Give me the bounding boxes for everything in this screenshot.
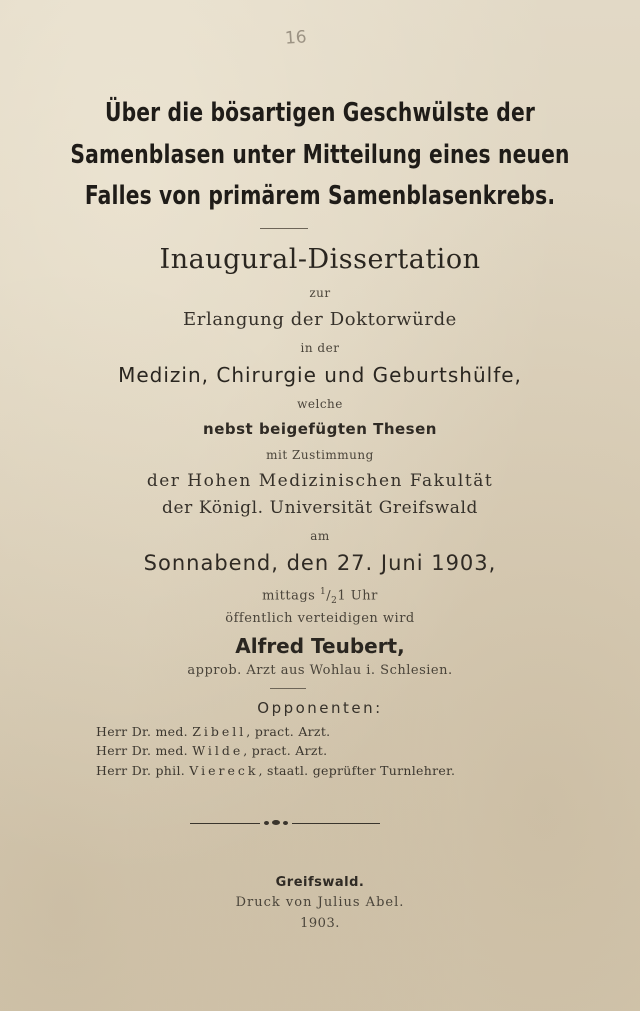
time-slash: / — [326, 588, 332, 604]
opponent-suffix: , pract. Arzt. — [243, 743, 328, 758]
time-numerator: 1 — [320, 587, 327, 597]
divider-line-left — [190, 823, 260, 824]
imprint-year: 1903. — [300, 916, 340, 931]
dissertation-heading: Inaugural-Dissertation — [159, 244, 481, 275]
title-line-1: Über die bösartigen Geschwülste der — [104, 98, 536, 128]
defense-time — [0, 587, 640, 606]
divider-dot — [283, 821, 288, 825]
text-welche: welche — [297, 397, 343, 411]
opponent-name: Viereck — [189, 763, 259, 778]
imprint-place: Greifswald. — [275, 875, 365, 890]
opponent-name: Zibell — [192, 724, 247, 739]
faculties-line: Medizin, Chirurgie und Geburtshülfe, — [118, 363, 522, 387]
opponent-prefix: Herr Dr. phil. — [96, 763, 186, 778]
time-prefix: mittags — [262, 588, 316, 604]
time-denominator: 2 — [331, 595, 338, 606]
text-fakultaet: der Hohen Medizinischen Fakultät — [146, 471, 494, 491]
divider-dot — [264, 821, 269, 825]
title-line-3: Falles von primärem Samenblasenkrebs. — [84, 181, 556, 211]
opponent-row — [96, 743, 327, 758]
opponent-suffix: , staatl. geprüfter Turnlehrer. — [258, 763, 456, 778]
opponent-row — [96, 724, 330, 739]
defense-date: Sonnabend, den 27. Juni 1903, — [143, 551, 497, 575]
text-erlangung: Erlangung der Doktorwürde — [183, 309, 457, 330]
divider-diamond — [272, 820, 280, 825]
opponent-name: Wilde — [192, 743, 244, 758]
time-suffix: 1 Uhr — [337, 588, 378, 604]
text-nebst-thesen: nebst beigefügten Thesen — [203, 420, 437, 438]
opponent-prefix: Herr Dr. med. — [96, 724, 188, 739]
author-note: approb. Arzt aus Wohlau i. Schlesien. — [187, 663, 453, 678]
text-zur: zur — [309, 286, 331, 300]
opponent-suffix: , pract. Arzt. — [246, 724, 331, 739]
opponent-row — [96, 763, 455, 778]
opponenten-heading: Opponenten: — [257, 699, 383, 717]
ornamental-divider — [190, 820, 380, 826]
text-mit-zustimmung: mit Zustimmung — [266, 448, 374, 462]
imprint-printer: Druck von Julius Abel. — [235, 895, 405, 910]
opponent-prefix: Herr Dr. med. — [96, 743, 188, 758]
text-universitaet: der Königl. Universität Greifswald — [162, 498, 478, 518]
text-verteidigen: öffentlich verteidigen wird — [225, 611, 415, 626]
page-number: 16 — [284, 27, 308, 49]
divider-line-right — [292, 823, 380, 824]
text-in-der: in der — [300, 341, 340, 355]
text-am: am — [310, 529, 330, 543]
author-name: Alfred Teubert, — [235, 634, 405, 658]
title-line-2: Samenblasen unter Mitteilung eines neuen — [70, 140, 570, 170]
short-rule-top — [260, 228, 308, 229]
short-rule-middle — [270, 688, 306, 689]
